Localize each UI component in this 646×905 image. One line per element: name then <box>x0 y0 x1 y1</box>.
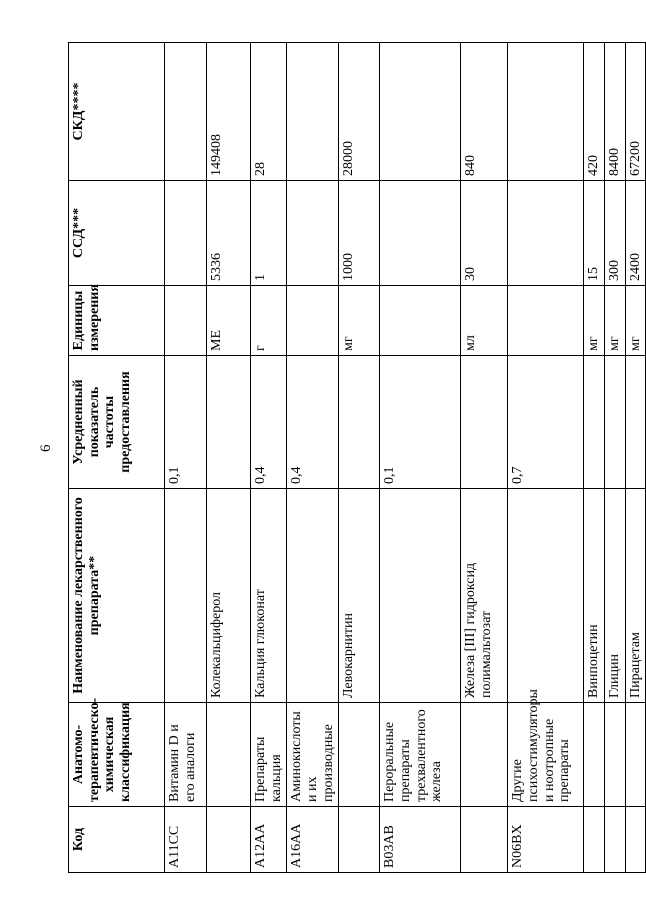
cell-unit <box>287 286 339 356</box>
cell-ssd: 30 <box>461 181 508 286</box>
cell-skd: 8400 <box>605 43 626 181</box>
header-drug: Наименование лекарственного препарата** <box>69 489 165 703</box>
header-skd: СКД**** <box>69 43 165 181</box>
cell-frequency <box>207 356 251 489</box>
cell-skd <box>380 43 461 181</box>
cell-ssd: 15 <box>584 181 605 286</box>
table-row <box>508 43 584 873</box>
cell-frequency <box>605 356 626 489</box>
cell-ssd <box>287 181 339 286</box>
cell-frequency: 0,7 <box>508 356 584 489</box>
cell-drug: Кальция глюконат <box>251 489 287 703</box>
cell-unit <box>380 286 461 356</box>
cell-drug <box>287 489 339 703</box>
cell-atc: Витамин D и его аналоги <box>165 703 207 807</box>
cell-code <box>625 807 646 873</box>
cell-frequency: 0,1 <box>380 356 461 489</box>
cell-unit: мг <box>584 286 605 356</box>
header-ssd: ССД*** <box>69 181 165 286</box>
table-row <box>251 43 287 873</box>
cell-skd: 149408 <box>207 43 251 181</box>
cell-drug: Глицин <box>605 489 626 703</box>
table-row <box>207 43 251 873</box>
cell-ssd: 1 <box>251 181 287 286</box>
cell-frequency <box>461 356 508 489</box>
cell-code: A16AA <box>287 807 339 873</box>
drug-table <box>68 42 646 873</box>
cell-atc <box>339 703 380 807</box>
cell-drug <box>508 489 584 703</box>
cell-drug: Железа [III] гидроксид полимальтозат <box>461 489 508 703</box>
table-row <box>461 43 508 873</box>
cell-drug: Левокарнитин <box>339 489 380 703</box>
header-row <box>69 43 165 873</box>
cell-ssd <box>508 181 584 286</box>
page-number: 6 <box>38 444 54 452</box>
header-code: Код <box>69 807 165 873</box>
cell-skd: 28000 <box>339 43 380 181</box>
cell-drug <box>380 489 461 703</box>
cell-ssd: 2400 <box>625 181 646 286</box>
table-row <box>605 43 626 873</box>
cell-code: A11CC <box>165 807 207 873</box>
cell-atc <box>605 703 626 807</box>
cell-skd <box>508 43 584 181</box>
cell-atc: Аминокислоты и их производные <box>287 703 339 807</box>
cell-skd: 840 <box>461 43 508 181</box>
cell-atc <box>461 703 508 807</box>
cell-atc: Другие психостимуляторы и ноотропные препараты <box>508 703 584 807</box>
cell-code <box>461 807 508 873</box>
cell-code <box>584 807 605 873</box>
cell-code <box>207 807 251 873</box>
cell-code: B03AB <box>380 807 461 873</box>
cell-atc <box>207 703 251 807</box>
cell-skd: 67200 <box>625 43 646 181</box>
cell-unit: г <box>251 286 287 356</box>
cell-drug: Пирацетам <box>625 489 646 703</box>
cell-unit: мг <box>339 286 380 356</box>
cell-unit: мг <box>605 286 626 356</box>
cell-skd: 420 <box>584 43 605 181</box>
cell-atc <box>625 703 646 807</box>
cell-skd <box>165 43 207 181</box>
cell-unit: мл <box>461 286 508 356</box>
table-row <box>380 43 461 873</box>
cell-frequency: 0,4 <box>251 356 287 489</box>
rotated-table-container <box>68 43 643 873</box>
cell-atc: Препараты кальция <box>251 703 287 807</box>
cell-atc <box>584 703 605 807</box>
table-row <box>339 43 380 873</box>
cell-unit <box>508 286 584 356</box>
cell-frequency <box>584 356 605 489</box>
cell-code <box>605 807 626 873</box>
cell-frequency <box>339 356 380 489</box>
cell-atc: Пероральные препараты трехвалентного железа <box>380 703 461 807</box>
cell-ssd: 300 <box>605 181 626 286</box>
cell-frequency <box>625 356 646 489</box>
cell-code: N06BX <box>508 807 584 873</box>
cell-drug: Колекальциферол <box>207 489 251 703</box>
cell-frequency: 0,4 <box>287 356 339 489</box>
cell-code: A12AA <box>251 807 287 873</box>
cell-ssd <box>380 181 461 286</box>
cell-unit: МЕ <box>207 286 251 356</box>
cell-unit: мг <box>625 286 646 356</box>
cell-ssd: 5336 <box>207 181 251 286</box>
header-frequency: Усредненный показатель частоты предоставления <box>69 356 165 489</box>
header-atc: Анатомо-терапевтическо-химическая классификация <box>69 703 165 807</box>
table-row <box>165 43 207 873</box>
table-row <box>625 43 646 873</box>
header-unit: Единицы измерения <box>69 286 165 356</box>
cell-ssd: 1000 <box>339 181 380 286</box>
cell-ssd <box>165 181 207 286</box>
cell-skd <box>287 43 339 181</box>
table-row <box>584 43 605 873</box>
cell-skd: 28 <box>251 43 287 181</box>
table-row <box>287 43 339 873</box>
cell-code <box>339 807 380 873</box>
cell-unit <box>165 286 207 356</box>
cell-frequency: 0,1 <box>165 356 207 489</box>
cell-drug <box>165 489 207 703</box>
cell-drug: Винпоцетин <box>584 489 605 703</box>
